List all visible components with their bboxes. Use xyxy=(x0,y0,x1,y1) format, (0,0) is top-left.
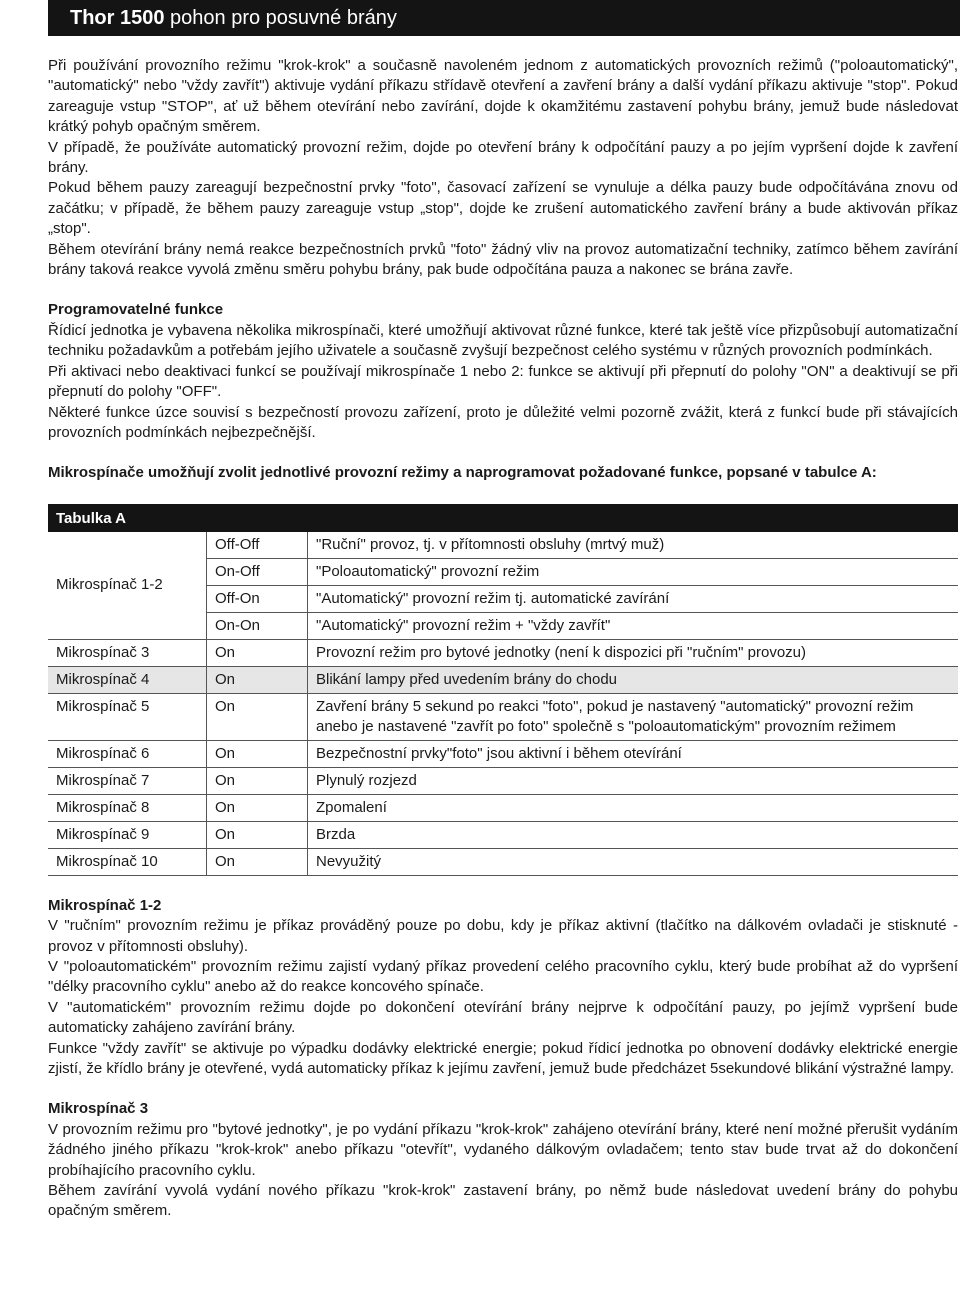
table-cell-switch: Mikrospínač 6 xyxy=(48,740,207,767)
table-cell-switch: Mikrospínač 5 xyxy=(48,693,207,740)
table-cell-description: "Poloautomatický" provozní režim xyxy=(308,558,959,585)
table-cell-switch: Mikrospínač 10 xyxy=(48,848,207,875)
table-row xyxy=(48,740,958,767)
table-cell-setting: Off-On xyxy=(207,585,308,612)
table-cell-description: "Automatický" provozní režim tj. automatické zavírání xyxy=(308,585,959,612)
intro-paragraph-4: Během otevírání brány nemá reakce bezpečnostních prvků "foto" žádný vliv na provoz automatizační techniky, zatímco během zavírání brány taková reakce vyvolá změnu směru pohybu brány, pak bude odpočítána pauza a nakonec se brána zavře. xyxy=(48,240,958,279)
programmable-paragraph-2: Při aktivaci nebo deaktivaci funkcí se používají mikrospínače 1 nebo 2: funkce se aktivují při přepnutí do polohy "ON" a deaktivují se při přepnutí do polohy "OFF". xyxy=(48,362,958,401)
table-cell-description: Brzda xyxy=(308,821,959,848)
table-cell-setting: On xyxy=(207,821,308,848)
table-row xyxy=(48,532,958,559)
table-cell-setting: On xyxy=(207,666,308,693)
table-a xyxy=(48,532,958,876)
table-cell-switch: Mikrospínač 1-2 xyxy=(48,532,207,640)
section-12-paragraph-2: V "poloautomatickém" provozním režimu zajistí vydaný příkaz provedení celého pracovního cyklu, který bude probíhat až do vypršení "délky pracovního cyklu" anebo až do reakce koncového spínače. xyxy=(48,957,958,996)
intro-paragraph-2: V případě, že používáte automatický provozní režim, dojde po otevření brány k odpočítání pauzy a po jejím vypršení dojde k zavření brány. xyxy=(48,138,958,177)
intro-paragraph-1: Při používání provozního režimu "krok-krok" a současně navoleném jednom z automatických provozních režimů ("poloautomatický", "automatický" nebo "vždy zavřít") aktivuje vydání příkazu střídavě otevření a zavření brány a další vydání příkazu aktivuje "stop". Pokud zareaguje vstup "STOP", ať už během otevírání nebo zavírání, dojde k okamžitému zastavení pohybu brány, jemuž bude následovat krátký pohyb opačným směrem. xyxy=(48,57,958,136)
section-12-heading: Mikrospínač 1-2 xyxy=(48,896,162,914)
table-row xyxy=(48,639,958,666)
table-row xyxy=(48,666,958,693)
table-cell-setting: On xyxy=(207,767,308,794)
table-cell-description: Nevyužitý xyxy=(308,848,959,875)
section-12-paragraph-3: V "automatickém" provozním režimu dojde po dokončení otevírání brány nejprve k odpočítání pauzy, po jejímž vypršení bude automaticky zahájeno zavírání brány. xyxy=(48,998,958,1037)
section-12-paragraph-1: V "ručním" provozním režimu je příkaz prováděný pouze po dobu, kdy je příkaz aktivní (tlačítko na dálkovém ovladači je stisknuté - provoz v přítomnosti obsluhy). xyxy=(48,917,958,955)
table-intro: Mikrospínače umožňují zvolit jednotlivé provozní režimy a naprogramovat požadované funkce, popsané v tabulce A: xyxy=(48,464,877,482)
table-cell-description: Zpomalení xyxy=(308,794,959,821)
table-cell-setting: Off-Off xyxy=(207,532,308,559)
table-title: Tabulka A xyxy=(48,504,958,532)
table-cell-setting: On xyxy=(207,794,308,821)
header-title-bold: Thor 1500 xyxy=(70,7,165,29)
document-body xyxy=(48,56,958,1222)
table-cell-switch: Mikrospínač 9 xyxy=(48,821,207,848)
table-row xyxy=(48,767,958,794)
intro-paragraph-3: Pokud během pauzy zareagují bezpečnostní prvky "foto", časovací zařízení se vynuluje a délka pauzy bude odpočítávána znovu od začátku; v případě, že během pauzy zareaguje vstup „stop", dojde ke zrušení automatického zavření brány a bude aktivován příkaz „stop". xyxy=(48,179,958,238)
table-row xyxy=(48,794,958,821)
programmable-heading: Programovatelné funkce xyxy=(48,301,224,319)
table-cell-setting: On xyxy=(207,639,308,666)
table-cell-description: Zavření brány 5 sekund po reakci "foto", pokud je nastavený "automatický" provozní režim anebo je nastavené "zavřít po foto" společně s "poloautomatickým" provozním režimem xyxy=(308,693,959,740)
table-cell-setting: On xyxy=(207,740,308,767)
programmable-paragraph-1: Řídicí jednotka je vybavena několika mikrospínači, které umožňují aktivovat různé funkce, které tak ještě více přizpůsobují automatizační techniku požadavkům a potřebám jejího uživatele a současně zvyšují bezpečnost celého systému v různých provozních podmínkách. xyxy=(48,321,958,360)
section-3-paragraph-1: V provozním režimu pro "bytové jednotky", je po vydání příkazu "krok-krok" zahájeno otevírání brány, které není možné přerušit vydáním žádného jiného příkazu "krok-krok" anebo příkazu "otevřít", vydaného dálkovým ovladačem; tento stav bude trvat až do dokončení probíhajícího pracovního cyklu. xyxy=(48,1120,958,1179)
table-cell-setting: On xyxy=(207,848,308,875)
table-cell-description: Provozní režim pro bytové jednotky (není k dispozici při "ručním" provozu) xyxy=(308,639,959,666)
page-header xyxy=(48,0,960,36)
table-row xyxy=(48,848,958,875)
table-cell-switch: Mikrospínač 8 xyxy=(48,794,207,821)
section-12-paragraph-4: Funkce "vždy zavřít" se aktivuje po výpadku dodávky elektrické energie; pokud řídicí jednotka po obnovení dodávky elektrické energie zjistí, že křídlo brány je otevřené, vydá automaticky příkaz k jejímu zavření, jemuž bude předcházet 5sekundové blikání výstražné lampy. xyxy=(48,1039,958,1077)
table-cell-description: "Automatický" provozní režim + "vždy zavřít" xyxy=(308,612,959,639)
table-cell-description: Bezpečnostní prvky"foto" jsou aktivní i během otevírání xyxy=(308,740,959,767)
table-cell-setting: On-Off xyxy=(207,558,308,585)
table-row xyxy=(48,693,958,740)
table-cell-switch: Mikrospínač 3 xyxy=(48,639,207,666)
table-cell-switch: Mikrospínač 7 xyxy=(48,767,207,794)
table-cell-setting: On-On xyxy=(207,612,308,639)
table-cell-description: Blikání lampy před uvedením brány do chodu xyxy=(308,666,959,693)
section-3-heading: Mikrospínač 3 xyxy=(48,1100,149,1118)
table-cell-setting: On xyxy=(207,693,308,740)
table-cell-description: "Ruční" provoz, tj. v přítomnosti obsluhy (mrtvý muž) xyxy=(308,532,959,559)
header-title-rest: pohon pro posuvné brány xyxy=(164,7,397,29)
table-cell-description: Plynulý rozjezd xyxy=(308,767,959,794)
table-cell-switch: Mikrospínač 4 xyxy=(48,666,207,693)
programmable-paragraph-3: Některé funkce úzce souvisí s bezpečností provozu zařízení, proto je důležité velmi pozorně zvážit, která z funkcí bude při stávajících provozních podmínkách nejbezpečnější. xyxy=(48,403,958,441)
section-3-paragraph-2: Během zavírání vyvolá vydání nového příkazu "krok-krok" zastavení brány, po němž bude následovat uvedení brány do pohybu opačným směrem. xyxy=(48,1182,958,1220)
table-row xyxy=(48,821,958,848)
